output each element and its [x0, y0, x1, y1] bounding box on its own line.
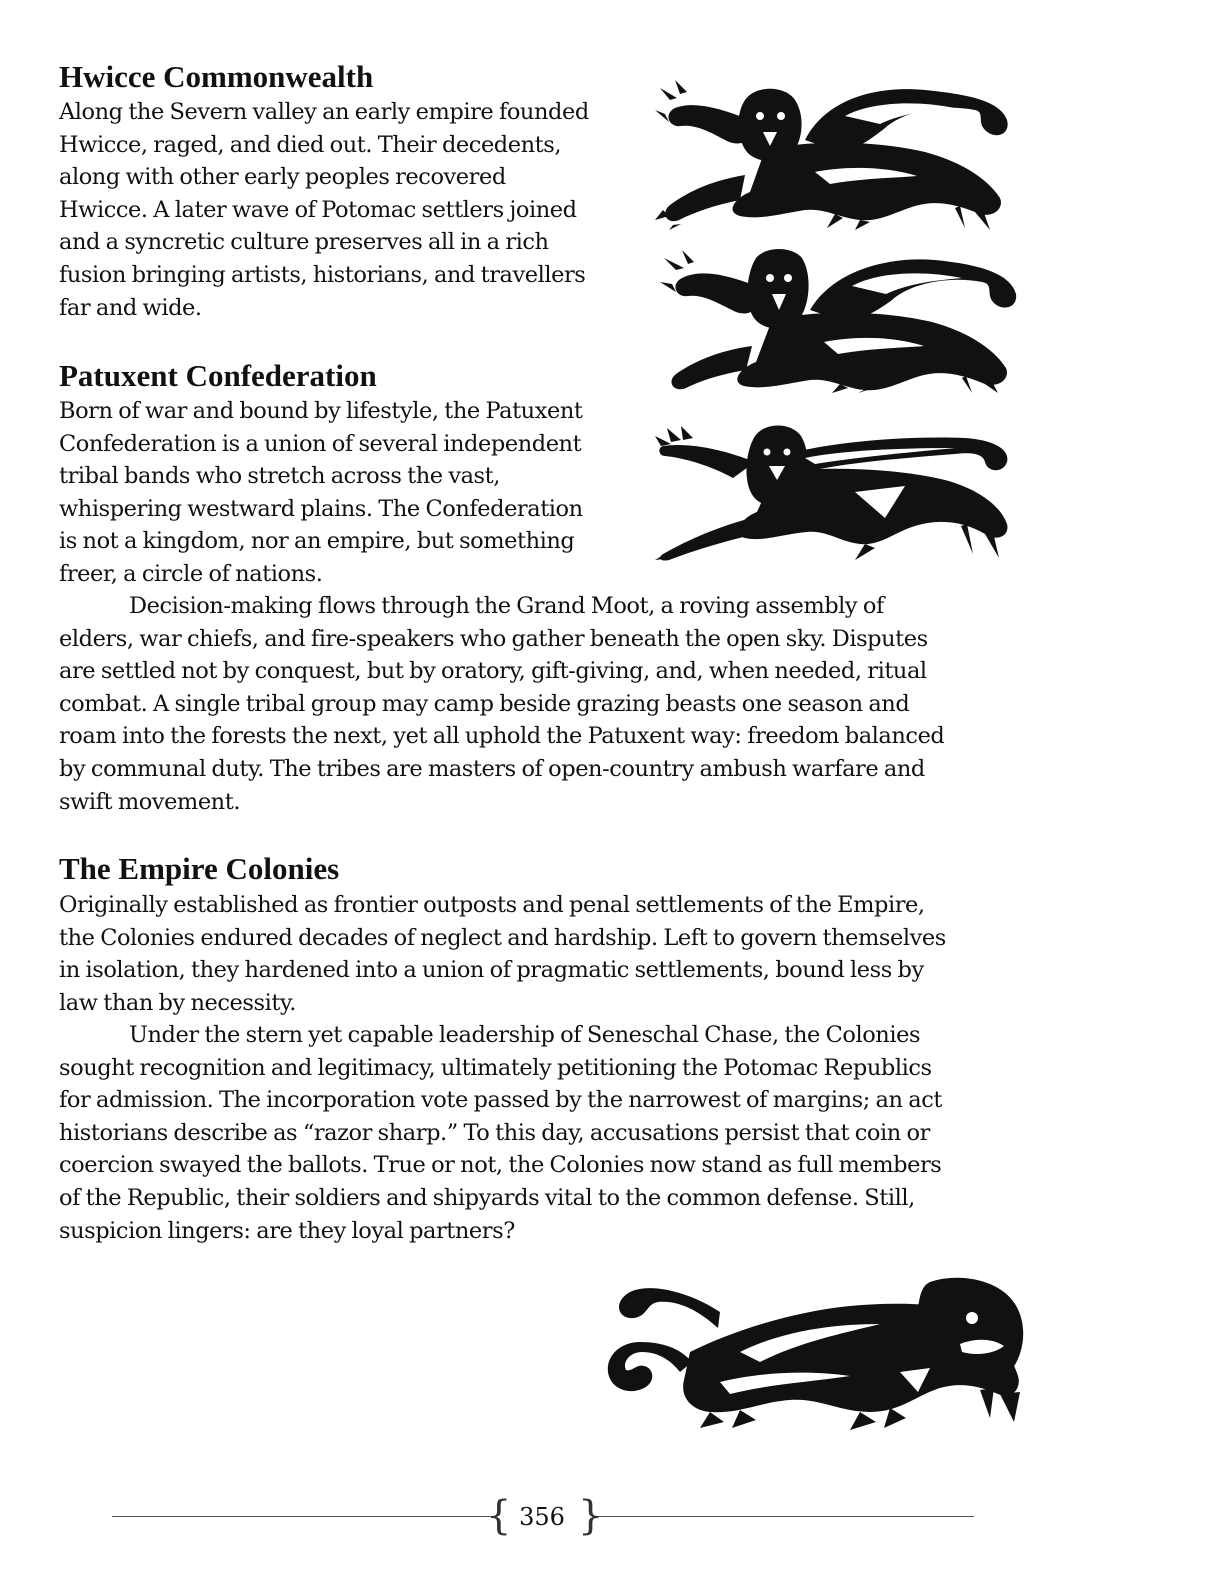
footer-right-brace: } [578, 1493, 604, 1539]
section-heading-hwicce: Hwicce Commonwealth [59, 59, 374, 94]
page-number: 356 [519, 1503, 565, 1531]
footer-rule-right [592, 1516, 974, 1517]
footer-rule-left [112, 1516, 492, 1517]
heraldic-lion-3-illustration [655, 422, 1015, 562]
section-heading-patuxent: Patuxent Confederation [59, 358, 377, 393]
empire-colonies-paragraph-2: Under the stern yet capable leadership of Seneschal Chase, the Colonies sought recognition and legitimacy, ultimately petitioning the Potomac Republics for admission. The incorporation vote passed by the narrowest of margins; an act historians describe as “razor sharp.” To this day, accusations persist that coin or coercion swayed the ballots. True or not, the Colonies now stand as full members of the Republic, their soldiers and shipyards vital to the common defense. Still, suspicion lingers: are they loyal partners? [59, 1022, 942, 1244]
empire-colonies-paragraph-1: Originally established as frontier outposts and penal settlements of the Empire, the Colonies endured decades of neglect and hardship. Left to govern themselves in isolation, they hardened into a union of pragmatic settlements, bound less by law than by necessity. [59, 892, 946, 1016]
heraldic-lion-2-illustration [660, 248, 1020, 393]
heraldic-lion-4-illustration [600, 1272, 1030, 1432]
patuxent-paragraph-2: Decision-making flows through the Grand Moot, a roving assembly of elders, war chiefs, and fire-speakers who gather beneath the open sky. Disputes are settled not by conquest, but by oratory, gift-giving, and, when needed, ritual combat. A single tribal group may camp beside grazing beasts one season and roam into the forests the next, yet all uphold the Patuxent way: freedom balanced by communal duty. The tribes are masters of open-country ambush warfare and swift movement. [59, 593, 945, 815]
footer-left-brace: { [486, 1493, 512, 1539]
heraldic-lion-1-illustration [655, 80, 1015, 230]
patuxent-paragraph-1: Born of war and bound by lifestyle, the Patuxent Confederation is a union of several independent tribal bands who stretch across the vast, whispering westward plains. The Confederation is not a kingdom, nor an empire, but something freer, a circle of nations. [59, 398, 583, 587]
hwicce-paragraph: Along the Severn valley an early empire founded Hwicce, raged, and died out. Their decedents, along with other early peoples recovered Hwicce. A later wave of Potomac settlers joined and a syncretic culture preserves all in a rich fusion bringing artists, historians, and travellers far and wide. [59, 99, 589, 321]
section-heading-empire-colonies: The Empire Colonies [59, 851, 340, 886]
